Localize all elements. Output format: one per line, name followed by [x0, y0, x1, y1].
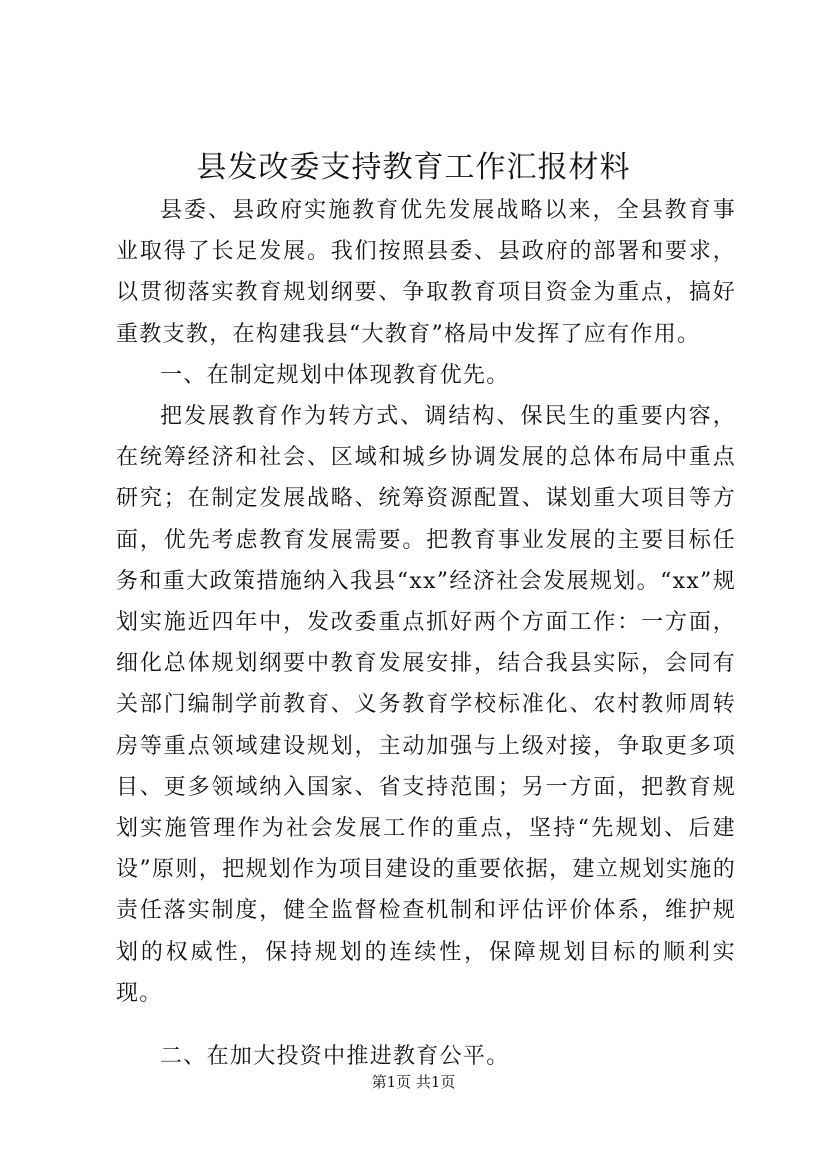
section-heading-1: 一、在制定规划中体现教育优先。	[160, 362, 510, 388]
intro-paragraph: 县委、县政府实施教育优先发展战略以来，全县教育事业取得了长足发展。我们按照县委、县政府的部署和要求，以贯彻落实教育规划纲要、争取教育项目资金为重点，搞好重教支教，在构建我县“大教育”格局中发挥了应有作用。	[116, 198, 736, 347]
section-heading-2: 二、在加大投资中推进教育公平。	[160, 1044, 510, 1070]
page-footer	[0, 1072, 827, 1092]
section-1-paragraph: 把发展教育作为转方式、调结构、保民生的重要内容，在统筹经济和社会、区域和城乡协调发展的总体布局中重点研究；在制定发展战略、统筹资源配置、谋划重大项目等方面，优先考虑教育发展需要。把教育事业发展的主要目标任务和重大政策措施纳入我县“xx”经济社会发展规划。“xx”规划实施近四年中，发改委重点抓好两个方面工作：一方面，细化总体规划纲要中教育发展安排，结合我县实际，会同有关部门编制学前教育、义务教育学校标准化、农村教师周转房等重点领域建设规划，主动加强与上级对接，争取更多项目、更多领域纳入国家、省支持范围；另一方面，把教育规划实施管理作为社会发展工作的重点，坚持“先规划、后建设”原则，把规划作为项目建设的重要依据，建立规划实施的责任落实制度，健全监督检查机制和评估评价体系，维护规划的权威性，保持规划的连续性，保障规划目标的顺利实现。	[116, 404, 736, 1006]
page-number-label: 第1页 共1页	[371, 1073, 456, 1091]
document-body	[116, 190, 736, 1077]
document-title: 县发改委支持教育工作汇报材料	[196, 150, 631, 185]
